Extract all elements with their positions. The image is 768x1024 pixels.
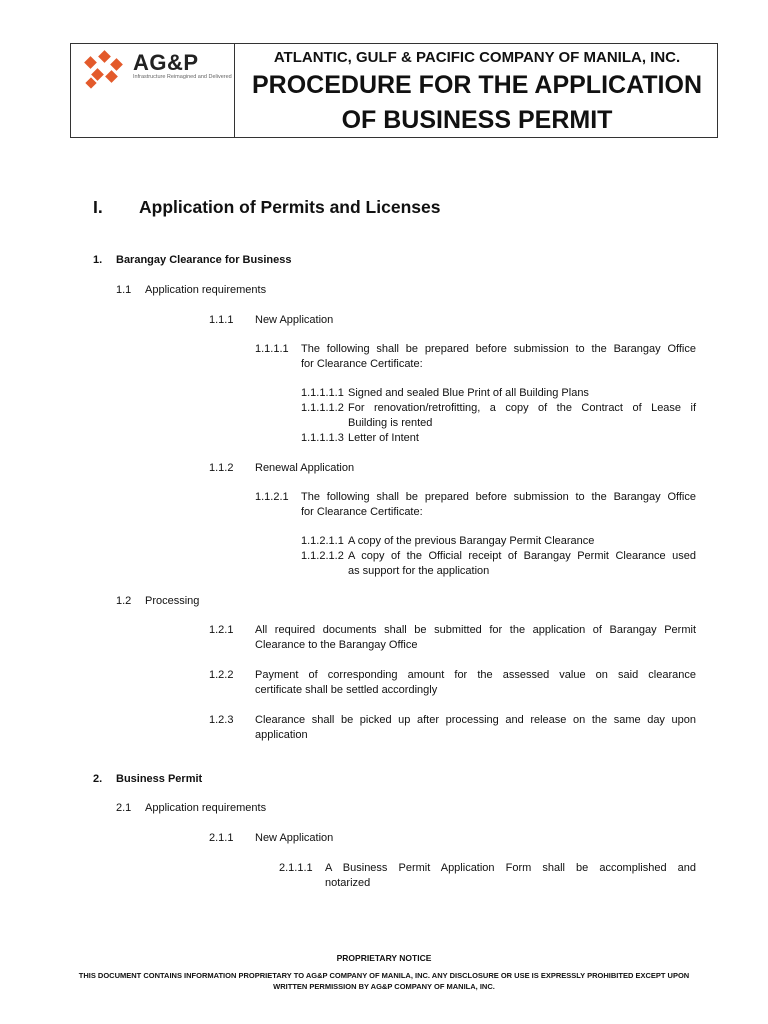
item-1-1-2-1-2-number: 1.1.2.1.2 [301,550,344,562]
title-line-1: PROCEDURE FOR THE APPLICATION [251,71,702,99]
item-1-1-1-1-number: 1.1.1.1 [255,343,289,355]
proprietary-notice-heading: PROPRIETARY NOTICE [336,953,432,963]
item-1-1-number: 1.1 [116,284,132,296]
item-2-1-1-number: 2.1.1 [209,832,234,844]
item-1-1-1-1-line2: for Clearance Certificate: [301,358,423,370]
company-name: ATLANTIC, GULF & PACIFIC COMPANY OF MANILA, INC. [273,49,681,66]
item-1-1-1-label: New Application [255,314,334,326]
item-1-1-label: Application requirements [145,284,267,296]
item-1-1-2-1-number: 1.1.2.1 [255,491,289,503]
section-number: I. [93,197,103,217]
item-1-2-2-number: 1.2.2 [209,669,234,681]
item-2-1-label: Application requirements [145,802,267,814]
item-2-number: 2. [93,773,103,785]
item-1-label: Barangay Clearance for Business [116,254,292,266]
item-1-1-1-1-2-line1: For renovation/retrofitting, a copy of the Contract of Lease if [348,402,696,414]
item-1-2-2-line1: Payment of corresponding amount for the assessed value on said clearance [255,669,696,681]
item-1-1-1-1-1-label: Signed and sealed Blue Print of all Building Plans [348,387,589,399]
item-1-1-2-1-1-label: A copy of the previous Barangay Permit Clearance [348,535,595,547]
logo-tagline: Infrastructure Reimagined and Delivered [133,74,232,80]
item-2-1-1-1-number: 2.1.1.1 [279,862,313,874]
item-2-1-number: 2.1 [116,802,132,814]
logo-cell [71,44,235,137]
item-1-1-2-label: Renewal Application [255,462,355,474]
item-1-1-2-1-1-number: 1.1.2.1.1 [301,535,344,547]
item-1-1-2-1-2-line2: as support for the application [348,565,490,577]
item-1-number: 1. [93,254,103,266]
item-1-2-3-line1: Clearance shall be picked up after processing and release on the same day upon [255,714,696,726]
item-1-1-1-1-1-number: 1.1.1.1.1 [301,387,344,399]
item-1-2-1-number: 1.2.1 [209,624,234,636]
item-1-1-2-number: 1.1.2 [209,462,234,474]
item-2-1-1-1-line2: notarized [325,877,371,889]
document-header [70,43,718,138]
item-1-2-3-line2: application [255,729,308,741]
section-title: Application of Permits and Licenses [139,197,441,217]
item-1-1-1-1-2-line2: Building is rented [348,417,433,429]
item-1-1-1-number: 1.1.1 [209,314,234,326]
item-1-2-number: 1.2 [116,595,132,607]
item-1-2-2-line2: certificate shall be settled accordingly [255,684,438,696]
item-1-1-1-1-3-number: 1.1.1.1.3 [301,432,344,444]
item-2-label: Business Permit [116,773,203,785]
agp-logo-icon [84,50,124,90]
item-1-1-2-1-line2: for Clearance Certificate: [301,506,423,518]
item-1-2-1-line2: Clearance to the Barangay Office [255,639,418,651]
item-2-1-1-label: New Application [255,832,334,844]
item-1-2-1-line1: All required documents shall be submitted for the application of Barangay Permit [255,624,696,636]
item-1-2-3-number: 1.2.3 [209,714,234,726]
document-title [236,68,718,138]
title-line-2: OF BUSINESS PERMIT [341,106,613,134]
proprietary-notice-body: THIS DOCUMENT CONTAINS INFORMATION PROPRIETARY TO AG&P COMPANY OF MANILA, INC. ANY DISCLOSURE OR USE IS EXPRESSLY PROHIBITED EXCEPT UPON WRITTEN PERMISSION BY AG&P COMPANY OF MANILA, INC. [78,971,690,991]
item-1-2-label: Processing [145,595,200,607]
item-1-1-2-1-line1: The following shall be prepared before submission to the Barangay Office [301,491,696,503]
item-1-1-1-1-3-label: Letter of Intent [348,432,419,444]
item-1-1-1-1-2-number: 1.1.1.1.2 [301,402,344,414]
item-2-1-1-1-line1: A Business Permit Application Form shall be accomplished and [325,862,696,874]
logo-wordmark: AG&P [133,50,199,75]
item-1-1-1-1-line1: The following shall be prepared before submission to the Barangay Office [301,343,696,355]
item-1-1-2-1-2-line1: A copy of the Official receipt of Barangay Permit Clearance used [348,550,696,562]
